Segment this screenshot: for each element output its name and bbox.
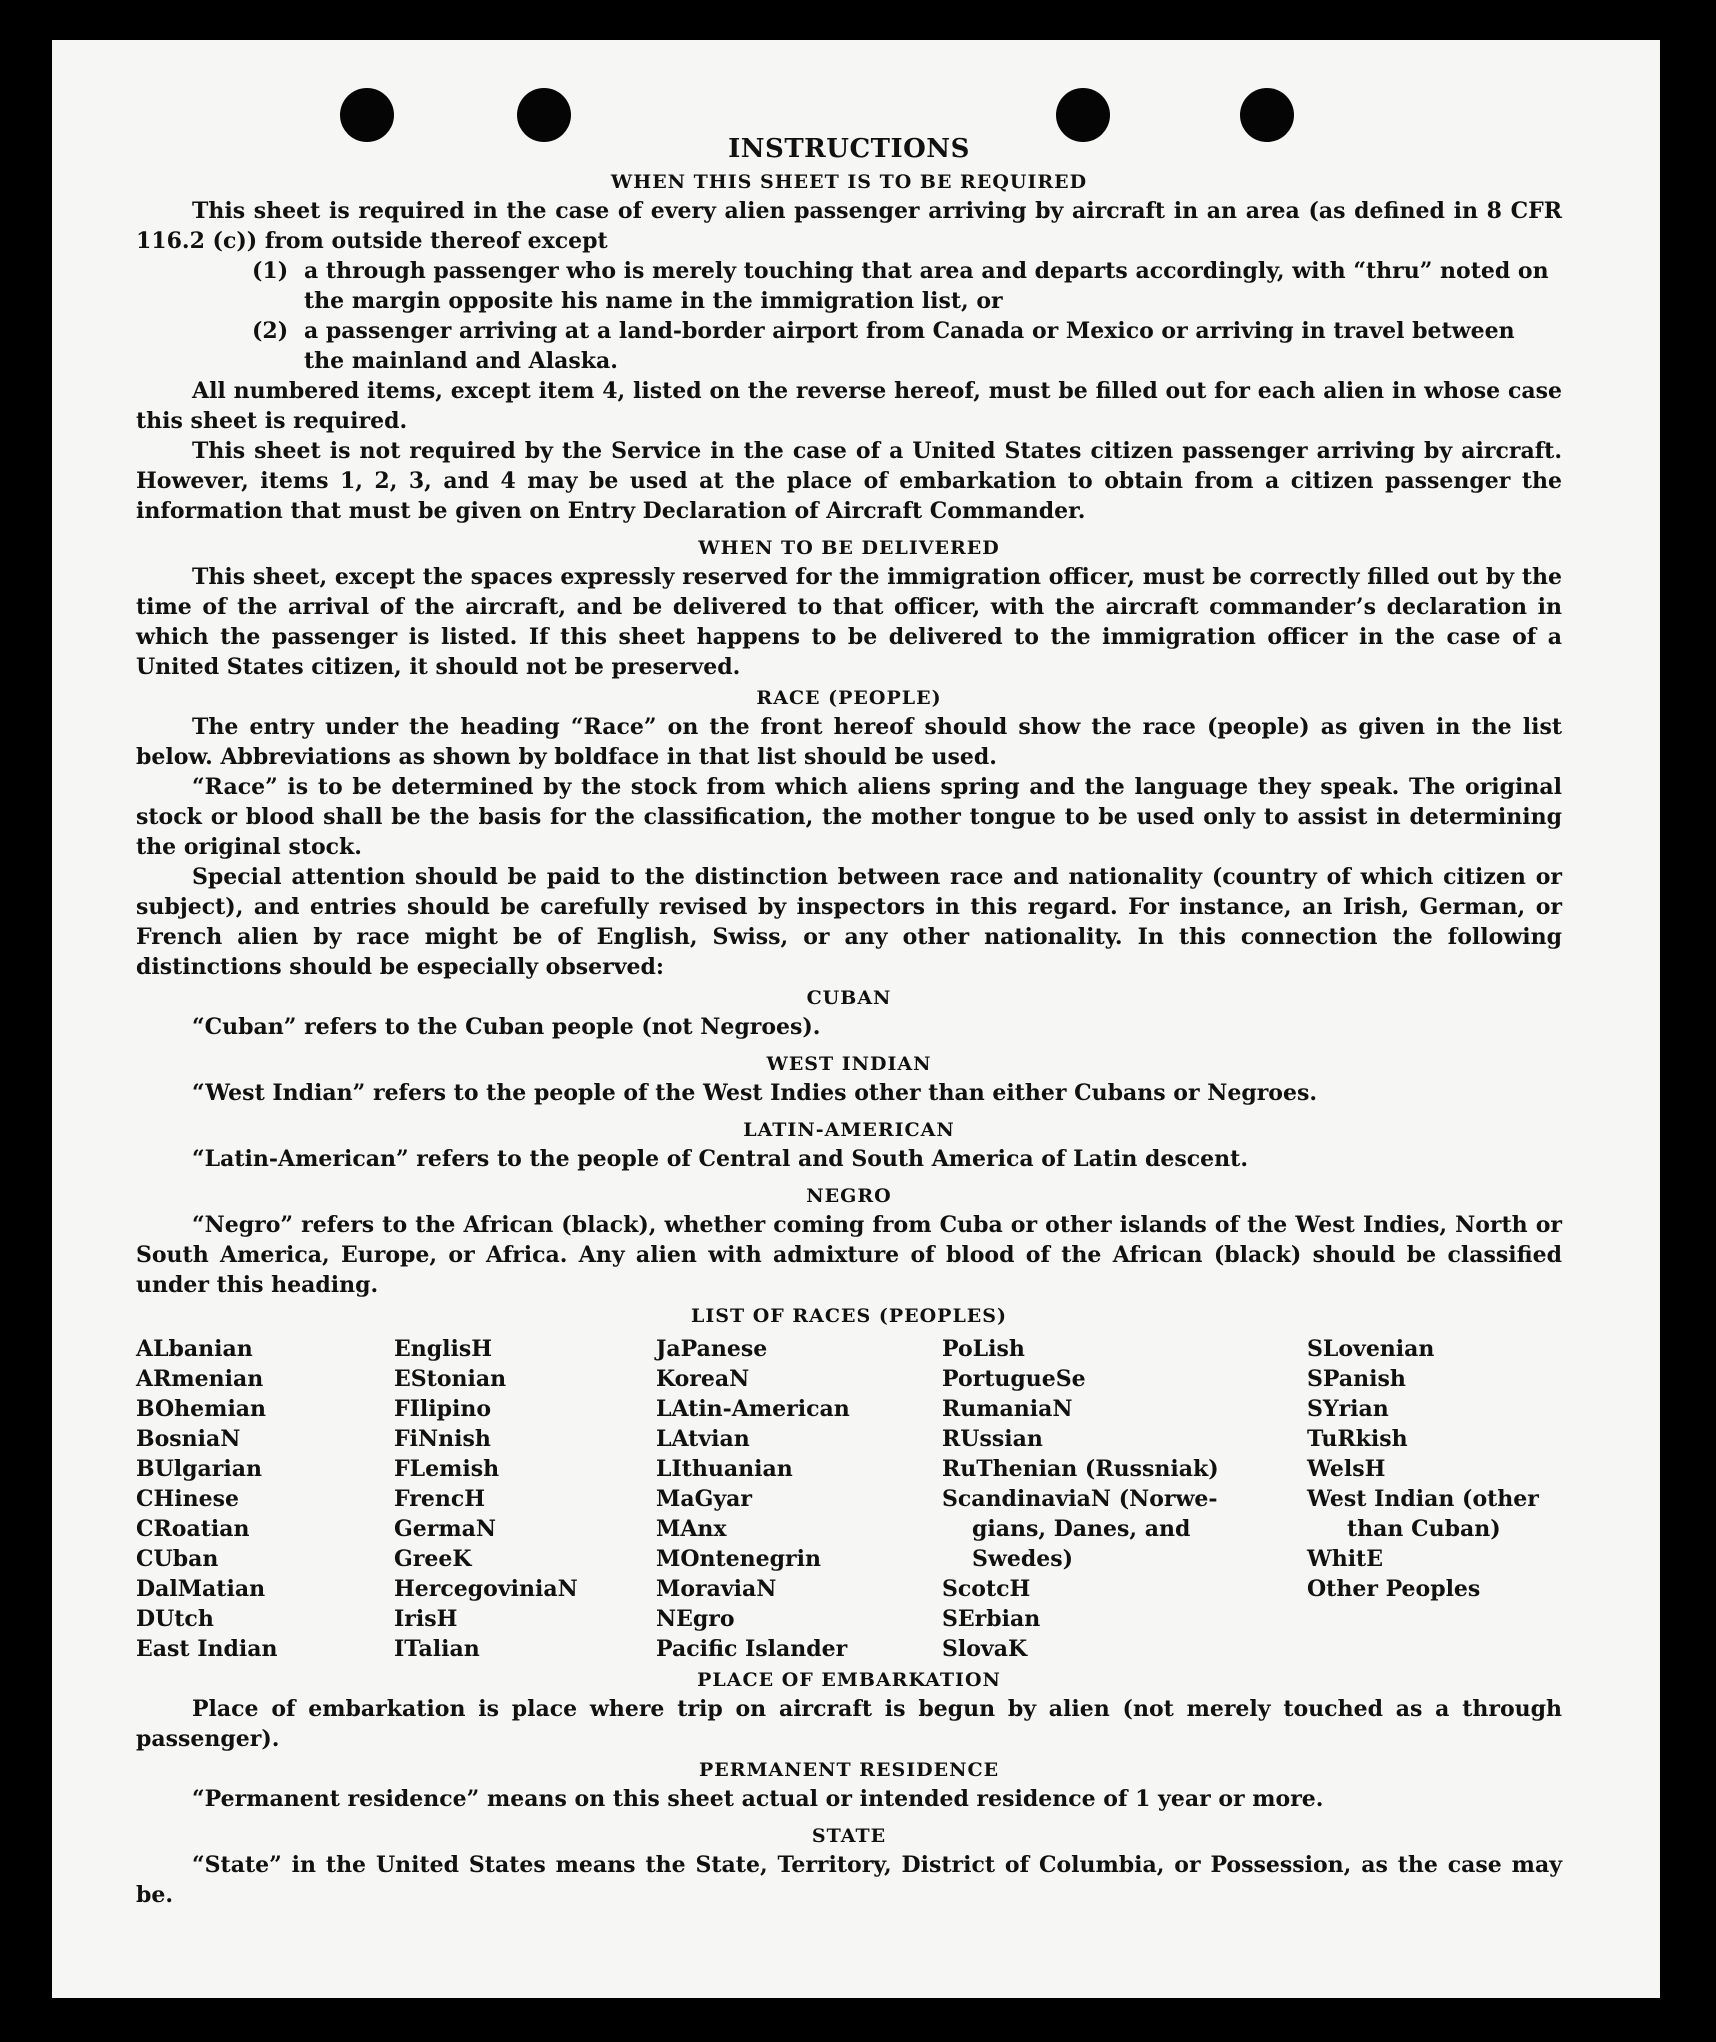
race-item-continued: than Cuban) xyxy=(1347,1516,1501,1542)
race-item: DUtch xyxy=(136,1606,214,1632)
race-item: West Indian (other xyxy=(1307,1486,1539,1512)
race-item: Other Peoples xyxy=(1307,1576,1481,1602)
paragraph: The entry under the heading “Race” on the front hereof should show the race (people) as given in the list below. Abbreviations as shown by boldface in that list should be used. xyxy=(136,714,1562,770)
race-item: MAnx xyxy=(656,1516,727,1542)
race-item: IrisH xyxy=(394,1606,458,1632)
race-item: LAtvian xyxy=(656,1426,750,1452)
section-heading-cuban: CUBAN xyxy=(806,987,892,1009)
race-item: RumaniaN xyxy=(942,1396,1073,1422)
race-item: JaPanese xyxy=(656,1336,768,1362)
section-heading-list-of-races: LIST OF RACES (PEOPLES) xyxy=(691,1305,1007,1327)
race-item: FrencH xyxy=(394,1486,485,1512)
item-text: a through passenger who is merely touching that area and departs accordingly, with “thru” noted on the margin opposite his name in the immigration list, or xyxy=(304,258,1549,314)
race-list xyxy=(136,1334,1562,1664)
paragraph: This sheet is not required by the Service in the case of a United States citizen passenger arriving by aircraft. However, items 1, 2, 3, and 4 may be used at the place of embarkation to obtain from a citizen passenger the information that must be given on Entry Declaration of Aircraft Commander. xyxy=(136,438,1562,524)
race-item: LAtin-American xyxy=(656,1396,850,1422)
item-number: (2) xyxy=(252,318,289,344)
paragraph: “Permanent residence” means on this sheet actual or intended residence of 1 year or more. xyxy=(192,1786,1324,1812)
race-item-continued: Swedes) xyxy=(972,1546,1073,1572)
race-item: DalMatian xyxy=(136,1576,266,1602)
paragraph: “Race” is to be determined by the stock from which aliens spring and the language they speak. The original stock or blood shall be the basis for the classification, the mother tongue to be used only to assist in determining the original stock. xyxy=(136,774,1562,860)
paragraph: This sheet is required in the case of every alien passenger arriving by aircraft in an area (as defined in 8 CFR 116.2 (c)) from outside thereof except xyxy=(136,198,1562,254)
section-heading-latin-american: LATIN-AMERICAN xyxy=(743,1119,955,1141)
race-item: EStonian xyxy=(394,1366,507,1392)
section-heading-negro: NEGRO xyxy=(806,1185,892,1207)
race-item: NEgro xyxy=(656,1606,735,1632)
paragraph: “Latin-American” refers to the people of Central and South America of Latin descent. xyxy=(192,1146,1248,1172)
list-item xyxy=(136,256,1562,316)
race-item: East Indian xyxy=(136,1636,278,1662)
race-item: ScotcH xyxy=(942,1576,1031,1602)
race-item: SLovenian xyxy=(1307,1336,1435,1362)
race-item: MaGyar xyxy=(656,1486,753,1512)
race-item: LIthuanian xyxy=(656,1456,793,1482)
paragraph: All numbered items, except item 4, listed on the reverse hereof, must be filled out for each alien in whose case this sheet is required. xyxy=(136,378,1562,434)
race-item: MOntenegrin xyxy=(656,1546,821,1572)
paragraph: “West Indian” refers to the people of the West Indies other than either Cubans or Negroes. xyxy=(192,1080,1318,1106)
race-item: WelsH xyxy=(1307,1456,1386,1482)
page-title: INSTRUCTIONS xyxy=(728,134,970,164)
item-text: a passenger arriving at a land-border airport from Canada or Mexico or arriving in travel between the mainland and Alaska. xyxy=(304,318,1515,374)
race-item: FIlipino xyxy=(394,1396,492,1422)
race-item: HercegoviniaN xyxy=(394,1576,578,1602)
race-item: MoraviaN xyxy=(656,1576,777,1602)
race-item: TuRkish xyxy=(1307,1426,1408,1452)
race-item: RuThenian (Russniak) xyxy=(942,1456,1219,1482)
section-heading-delivered: WHEN TO BE DELIVERED xyxy=(698,537,1000,559)
race-item: KoreaN xyxy=(656,1366,750,1392)
race-item: SlovaK xyxy=(942,1636,1028,1662)
paragraph: “Cuban” refers to the Cuban people (not Negroes). xyxy=(192,1014,821,1040)
paragraph: “Negro” refers to the African (black), whether coming from Cuba or other islands of the West Indies, North or South America, Europe, or Africa. Any alien with admixture of blood of the African (black) should be classified under this heading. xyxy=(136,1212,1562,1298)
race-column xyxy=(1307,1334,1562,1664)
section-heading-west-indian: WEST INDIAN xyxy=(766,1053,932,1075)
race-item: RUssian xyxy=(942,1426,1043,1452)
race-item-continued: gians, Danes, and xyxy=(972,1516,1191,1542)
race-item: ScandinaviaN (Norwe- xyxy=(942,1486,1218,1512)
instructions-body xyxy=(136,132,1562,1910)
race-item: CRoatian xyxy=(136,1516,250,1542)
race-item: BOhemian xyxy=(136,1396,267,1422)
section-heading-required: WHEN THIS SHEET IS TO BE REQUIRED xyxy=(610,171,1088,193)
race-item: BosniaN xyxy=(136,1426,241,1452)
race-item: SErbian xyxy=(942,1606,1041,1632)
paragraph: This sheet, except the spaces expressly reserved for the immigration officer, must be correctly filled out by the time of the arrival of the aircraft, and be delivered to that officer, with the aircraft commander’s declaration in which the passenger is listed. If this sheet happens to be delivered to the immigration officer in the case of a United States citizen, it should not be preserved. xyxy=(136,564,1562,680)
race-item: ITalian xyxy=(394,1636,480,1662)
item-number: (1) xyxy=(252,258,289,284)
race-item: EnglisH xyxy=(394,1336,493,1362)
race-item: SPanish xyxy=(1307,1366,1406,1392)
list-item xyxy=(136,316,1562,376)
section-heading-state: STATE xyxy=(811,1825,887,1847)
section-heading-race: RACE (PEOPLE) xyxy=(756,687,942,709)
race-column xyxy=(136,1334,394,1664)
race-item: GreeK xyxy=(394,1546,472,1572)
race-item: WhitE xyxy=(1307,1546,1383,1572)
race-item: CUban xyxy=(136,1546,219,1572)
race-item: Pacific Islander xyxy=(656,1636,848,1662)
race-item: ALbanian xyxy=(136,1336,253,1362)
race-column xyxy=(942,1334,1307,1664)
race-item: FLemish xyxy=(394,1456,500,1482)
paragraph: Place of embarkation is place where trip on aircraft is begun by alien (not merely touched as a through passenger). xyxy=(136,1696,1562,1752)
paragraph: “State” in the United States means the State, Territory, District of Columbia, or Possession, as the case may be. xyxy=(136,1852,1562,1908)
race-item: BUlgarian xyxy=(136,1456,262,1482)
paragraph: Special attention should be paid to the distinction between race and nationality (country of which citizen or subject), and entries should be carefully revised by inspectors in this regard. For instance, an Irish, German, or French alien by race might be of English, Swiss, or any other nationality. In this connection the following distinctions should be especially observed: xyxy=(136,864,1562,980)
race-column xyxy=(656,1334,942,1664)
race-item: ARmenian xyxy=(136,1366,264,1392)
race-item: PoLish xyxy=(942,1336,1025,1362)
section-heading-embarkation: PLACE OF EMBARKATION xyxy=(697,1669,1001,1691)
race-item: SYrian xyxy=(1307,1396,1389,1422)
race-item: CHinese xyxy=(136,1486,240,1512)
race-item: PortugueSe xyxy=(942,1366,1086,1392)
race-item: FiNnish xyxy=(394,1426,491,1452)
section-heading-residence: PERMANENT RESIDENCE xyxy=(698,1759,1000,1781)
race-item: GermaN xyxy=(394,1516,497,1542)
race-column xyxy=(394,1334,656,1664)
